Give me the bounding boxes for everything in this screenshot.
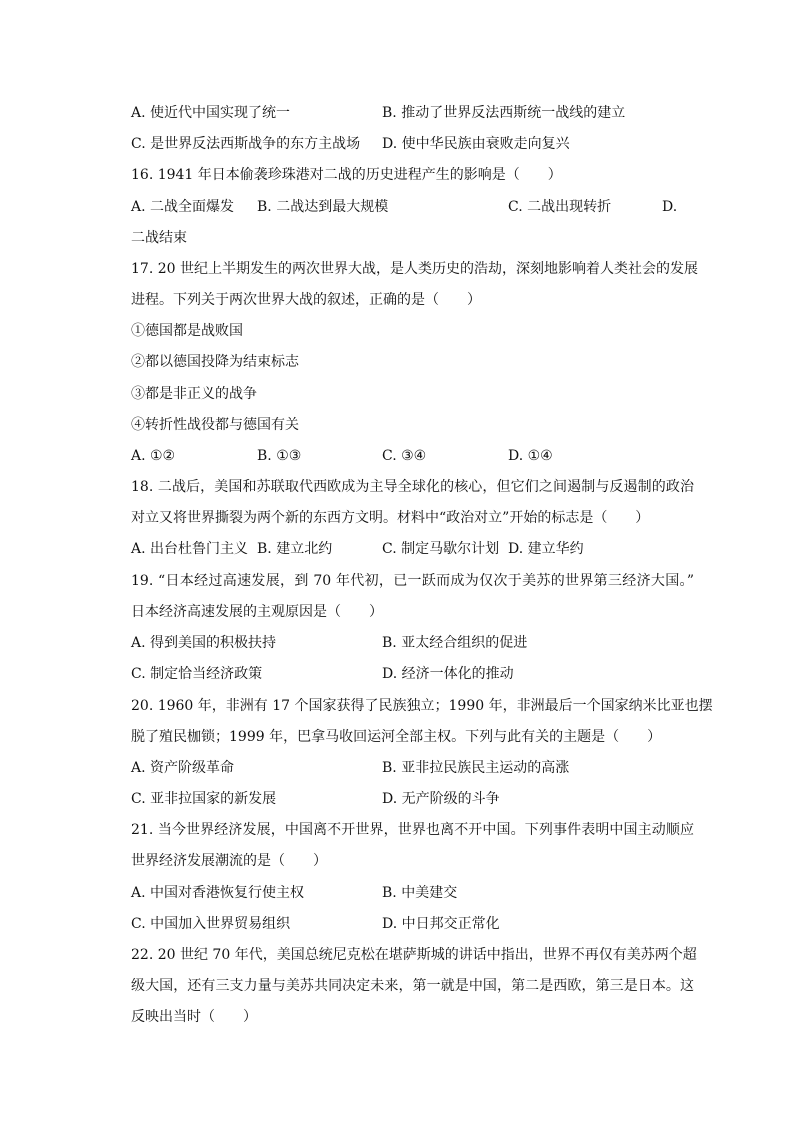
q18-option-c: C. 制定马歇尔计划	[382, 541, 500, 557]
q19-option-c: C. 制定恰当经济政策	[131, 666, 263, 682]
q17-option-d: D. ①④	[508, 448, 553, 464]
q17-option-a: A. ①②	[131, 448, 176, 464]
q16-option-c: C. 二战出现转折	[508, 199, 612, 215]
q20-option-c: C. 亚非拉国家的新发展	[131, 791, 277, 807]
q19-option-a: A. 得到美国的积极扶持	[131, 635, 277, 651]
q17-option-c: C. ③④	[382, 448, 427, 464]
q18-stem-line2: 对立又将世界撕裂为两个新的东西方文明。材料中“政治对立”开始的标志是（ ）	[131, 510, 650, 526]
q21-option-b: B. 中美建交	[382, 885, 458, 901]
q17-statement-4: ④转折性战役都与德国有关	[131, 417, 299, 433]
q20-stem-line2: 脱了殖民枷锁；1999 年，巴拿马收回运河全部主权。下列与此有关的主题是（ ）	[131, 729, 662, 745]
q15-option-d: D. 使中华民族由衰败走向复兴	[382, 136, 570, 152]
q20-option-d: D. 无产阶级的斗争	[382, 791, 500, 807]
q22-stem-line1: 22. 20 世纪 70 年代，美国总统尼克松在堪萨斯城的讲话中指出，世界不再仅有美苏两个超	[131, 947, 697, 963]
q19-option-b: B. 亚太经合组织的促进	[382, 635, 528, 651]
q21-option-c: C. 中国加入世界贸易组织	[131, 916, 291, 932]
q20-option-b: B. 亚非拉民族民主运动的高涨	[382, 760, 570, 776]
q15-option-c: C. 是世界反法西斯战争的东方主战场	[131, 136, 361, 152]
q18-option-b: B. 建立北约	[257, 541, 333, 557]
q18-option-a: A. 出台杜鲁门主义	[131, 541, 249, 557]
q21-stem-line1: 21. 当今世界经济发展，中国离不开世界，世界也离不开中国。下列事件表明中国主动顺应	[131, 822, 694, 838]
q17-stem-line2: 进程。下列关于两次世界大战的叙述，正确的是（ ）	[131, 292, 481, 308]
q15-option-b: B. 推动了世界反法西斯统一战线的建立	[382, 105, 626, 121]
q17-option-b: B. ①③	[257, 448, 302, 464]
q17-stem-line1: 17. 20 世纪上半期发生的两次世界大战，是人类历史的浩劫，深刻地影响着人类社会的发展	[131, 261, 698, 277]
q22-stem-line2: 级大国，还有三支力量与美苏共同决定未来，第一就是中国，第二是西欧，第三是日本。这	[131, 978, 694, 994]
q17-statement-1: ①德国都是战败国	[131, 323, 243, 339]
q16-option-d: D.	[662, 199, 678, 215]
q15-option-a: A. 使近代中国实现了统一	[131, 105, 291, 121]
q16-option-b: B. 二战达到最大规模	[257, 199, 389, 215]
q19-option-d: D. 经济一体化的推动	[382, 666, 514, 682]
q21-option-a: A. 中国对香港恢复行使主权	[131, 885, 305, 901]
q19-stem-line2: 日本经济高速发展的主观原因是（ ）	[131, 604, 383, 620]
q16-option-d-text: 二战结束	[131, 230, 187, 246]
q18-stem-line1: 18. 二战后，美国和苏联取代西欧成为主导全球化的核心，但它们之间遏制与反遏制的政治	[131, 479, 694, 495]
q20-stem-line1: 20. 1960 年，非洲有 17 个国家获得了民族独立；1990 年，非洲最后一个国家纳米比亚也摆	[131, 698, 713, 714]
q18-option-d: D. 建立华约	[508, 541, 584, 557]
q17-statement-3: ③都是非正义的战争	[131, 386, 257, 402]
q21-option-d: D. 中日邦交正常化	[382, 916, 500, 932]
q22-stem-line3: 反映出当时（ ）	[131, 1009, 257, 1025]
q17-statement-2: ②都以德国投降为结束标志	[131, 354, 299, 370]
q16-stem: 16. 1941 年日本偷袭珍珠港对二战的历史进程产生的影响是（ ）	[131, 167, 562, 183]
q16-option-a: A. 二战全面爆发	[131, 199, 235, 215]
q21-stem-line2: 世界经济发展潮流的是（ ）	[131, 853, 327, 869]
q19-stem-line1: 19. “日本经过高速发展，到 70 年代初，已一跃而成为仅次于美苏的世界第三经济大国。”	[131, 573, 694, 589]
q20-option-a: A. 资产阶级革命	[131, 760, 235, 776]
